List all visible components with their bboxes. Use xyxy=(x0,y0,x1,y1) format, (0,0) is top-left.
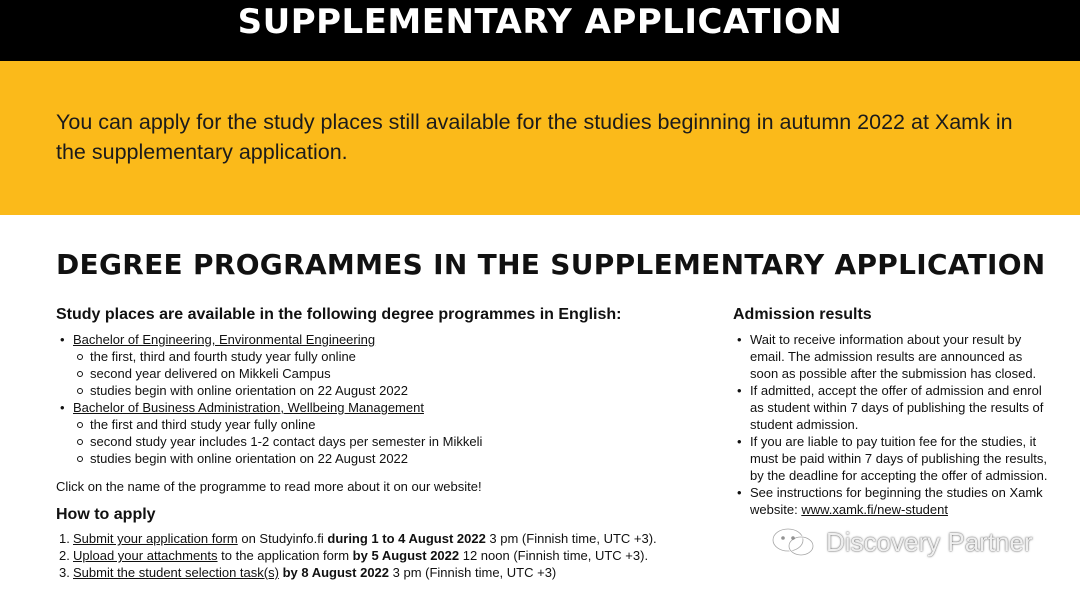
how-to-apply-steps xyxy=(56,530,696,581)
programme-link-environmental-engineering[interactable]: Bachelor of Engineering, Environmental Engineering xyxy=(73,332,376,347)
admission-list xyxy=(733,331,1051,518)
list-item-text: See instructions for beginning the studies on Xamk website: xyxy=(750,485,1043,517)
wechat-icon xyxy=(768,526,820,558)
step-deadline: by 5 August 2022 xyxy=(352,548,460,563)
selection-task-link[interactable]: Submit the student selection task(s) xyxy=(73,565,279,580)
how-to-apply-heading: How to apply xyxy=(56,506,156,523)
list-item: • Wait to receive information about your result by email. The admission results are announced as soon as possible after the submission has closed. xyxy=(733,331,1051,382)
list-item xyxy=(733,484,1051,518)
admission-heading: Admission results xyxy=(733,306,872,323)
list-item: second study year includes 1-2 contact days per semester in Mikkeli xyxy=(73,433,696,450)
step-time: 3 pm (Finnish time, UTC +3) xyxy=(389,565,557,580)
programme-item xyxy=(56,399,696,467)
list-item: second year delivered on Mikkeli Campus xyxy=(73,365,696,382)
programme-link-wellbeing-management[interactable]: Bachelor of Business Administration, Wellbeing Management xyxy=(73,400,424,415)
programme-item xyxy=(56,331,696,399)
step-deadline: by 8 August 2022 xyxy=(282,565,390,580)
page-title: SUPPLEMENTARY APPLICATION xyxy=(237,2,843,42)
new-student-link[interactable]: www.xamk.fi/new-student xyxy=(801,502,948,517)
step-number: 2. xyxy=(59,548,70,563)
step-number: 3. xyxy=(59,565,70,580)
programme-list xyxy=(56,331,696,467)
step-item xyxy=(56,530,696,547)
list-item: studies begin with online orientation on 22 August 2022 xyxy=(73,382,696,399)
step-time: 3 pm (Finnish time, UTC +3). xyxy=(485,531,657,546)
programmes-note: Click on the name of the programme to read more about it on our website! xyxy=(56,479,482,494)
step-text: on Studyinfo.fi xyxy=(237,531,328,546)
step-time: 12 noon (Finnish time, UTC +3). xyxy=(459,548,649,563)
list-item: studies begin with online orientation on 22 August 2022 xyxy=(73,450,696,467)
section-title: DEGREE PROGRAMMES IN THE SUPPLEMENTARY APPLICATION xyxy=(56,248,1046,281)
header-bar xyxy=(0,0,1080,61)
watermark-text: Discovery Partner xyxy=(826,527,1033,557)
submit-application-link[interactable]: Submit your application form xyxy=(73,531,238,546)
list-item: the first and third study year fully online xyxy=(73,416,696,433)
programmes-column xyxy=(56,304,696,581)
intro-text: You can apply for the study places still available for the studies beginning in autumn 2022 at Xamk in the supplementary application. xyxy=(56,110,1013,164)
intro-banner xyxy=(0,61,1080,215)
step-item xyxy=(56,547,696,564)
list-item: • If you are liable to pay tuition fee for the studies, it must be paid within 7 days of publishing the results, by the deadline for accepting the offer of admission. xyxy=(733,433,1051,484)
list-item: • If admitted, accept the offer of admission and enrol as student within 7 days of publishing the results of student admission. xyxy=(733,382,1051,433)
admission-column xyxy=(733,304,1051,518)
watermark xyxy=(764,524,1054,560)
step-text: to the application form xyxy=(217,548,353,563)
upload-attachments-link[interactable]: Upload your attachments xyxy=(73,548,218,563)
step-number: 1. xyxy=(59,531,70,546)
step-item xyxy=(56,564,696,581)
step-deadline: during 1 to 4 August 2022 xyxy=(327,531,486,546)
programme-details xyxy=(73,416,696,467)
list-item: the first, third and fourth study year fully online xyxy=(73,348,696,365)
programme-details xyxy=(73,348,696,399)
programmes-heading: Study places are available in the following degree programmes in English: xyxy=(56,306,622,323)
